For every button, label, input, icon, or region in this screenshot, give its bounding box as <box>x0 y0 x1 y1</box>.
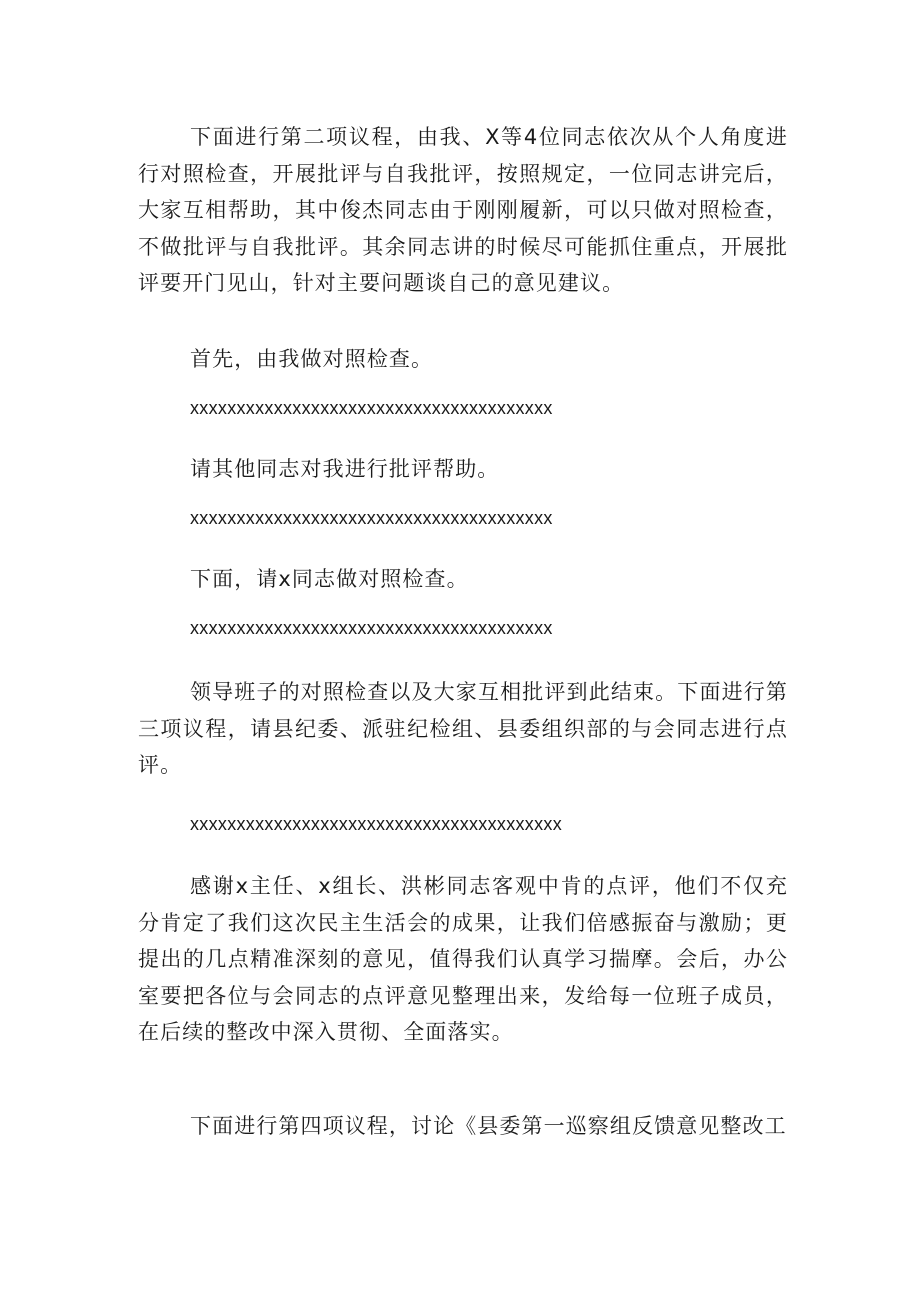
paragraph-agenda-three: 领导班子的对照检查以及大家互相批评到此结束。下面进行第三项议程，请县纪委、派驻纪检组、县委组织部的与会同志进行点评。 <box>138 680 788 777</box>
placeholder-line-4: xxxxxxxxxxxxxxxxxxxxxxxxxxxxxxxxxxxxxxxx <box>190 814 562 834</box>
paragraph-request-criticism: 请其他同志对我进行批评帮助。 <box>190 457 500 481</box>
paragraph-thanks: 感谢x主任、x组长、洪彬同志客观中肯的点评，他们不仅充分肯定了我们这次民主生活会的成果，让我们倍感振奋与激励；更提出的几点精准深刻的意见，值得我们认真学习揣摩。会后，办公室要把各位与会同志的点评意见整理出来，发给每一位班子成员，在后续的整改中深入贯彻、全面落实。 <box>138 874 788 1044</box>
placeholder-line-1: xxxxxxxxxxxxxxxxxxxxxxxxxxxxxxxxxxxxxxx <box>190 398 553 418</box>
paragraph-agenda-four: 下面进行第四项议程，讨论《县委第一巡察组反馈意见整改工 <box>190 1114 787 1138</box>
placeholder-line-3: xxxxxxxxxxxxxxxxxxxxxxxxxxxxxxxxxxxxxxx <box>190 618 553 638</box>
paragraph-next-check: 下面，请x同志做对照检查。 <box>190 567 469 591</box>
placeholder-line-2: xxxxxxxxxxxxxxxxxxxxxxxxxxxxxxxxxxxxxxx <box>190 508 553 528</box>
paragraph-self-check: 首先，由我做对照检查。 <box>190 347 434 371</box>
paragraph-agenda-two: 下面进行第二项议程，由我、X等4位同志依次从个人角度进行对照检查，开展批评与自我批评，按照规定，一位同志讲完后，大家互相帮助，其中俊杰同志由于刚刚履新，可以只做对照检查，不做批评与自我批评。其余同志讲的时候尽可能抓住重点，开展批评要开门见山，针对主要问题谈自己的意见建议。 <box>138 125 788 295</box>
